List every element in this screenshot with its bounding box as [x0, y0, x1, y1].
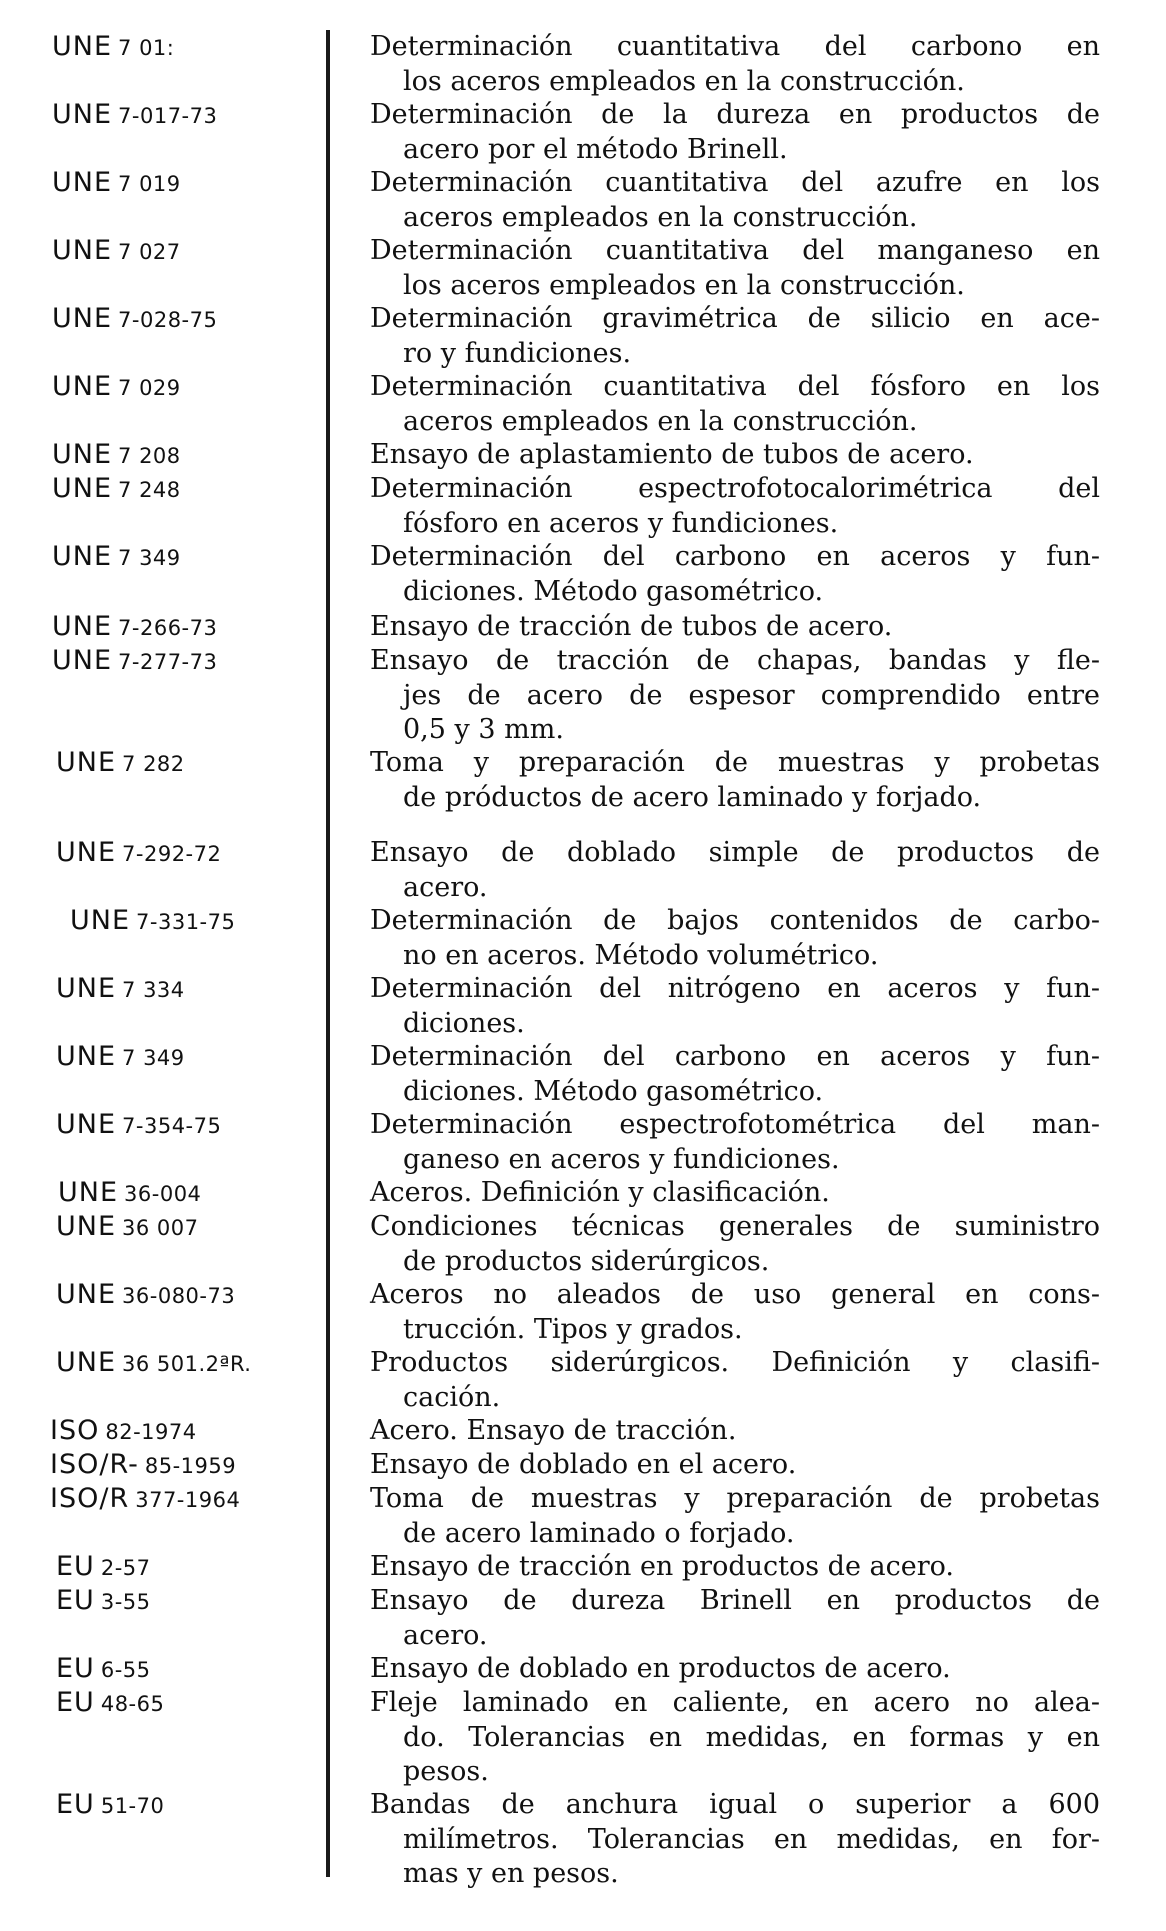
standard-code — [52, 438, 181, 473]
description-line: aceros empleados en la construcción. — [403, 201, 918, 233]
standard-number: 7-277-73 — [118, 650, 218, 674]
description-line: Fleje laminado en caliente, en acero no alea- — [370, 1687, 1100, 1718]
standard-description — [370, 1414, 1100, 1449]
standard-code — [50, 1482, 240, 1517]
description-line: Toma de muestras y preparación de probetas — [370, 1483, 1100, 1514]
standard-number: 7 01: — [118, 36, 175, 60]
standard-description — [370, 1686, 1100, 1790]
description-line: los aceros empleados en la construcción. — [403, 65, 965, 97]
description-line: de productos siderúrgicos. — [403, 1245, 770, 1277]
standard-prefix: UNE — [52, 371, 113, 402]
description-line: jes de acero de espesor comprendido entre — [403, 679, 1100, 711]
standard-description — [370, 234, 1100, 303]
standard-number: 48-65 — [100, 1692, 165, 1716]
standard-number: 7 019 — [118, 172, 181, 196]
description-line: Ensayo de tracción de chapas, bandas y fle- — [370, 645, 1100, 676]
standard-prefix: UNE — [52, 611, 113, 642]
standard-prefix: UNE — [56, 1041, 117, 1072]
standard-code — [56, 972, 185, 1007]
standard-code — [56, 1278, 235, 1313]
standard-code — [56, 1686, 164, 1721]
description-line: ganeso en aceros y fundiciones. — [403, 1143, 840, 1175]
standard-prefix: UNE — [56, 1279, 117, 1310]
standard-code — [52, 98, 217, 133]
standard-prefix: ISO/R — [50, 1483, 130, 1514]
description-line: Aceros no aleados de uso general en cons- — [370, 1279, 1100, 1310]
standard-number: 7-292-72 — [122, 842, 222, 866]
standard-prefix: EU — [56, 1585, 95, 1616]
standard-number: 7-331-75 — [136, 910, 236, 934]
description-line: Ensayo de tracción en productos de acero. — [370, 1551, 954, 1582]
standard-number: 7 349 — [118, 546, 181, 570]
standard-prefix: UNE — [52, 99, 113, 130]
standard-prefix: UNE — [58, 1177, 119, 1208]
description-line: Ensayo de doblado en el acero. — [370, 1449, 797, 1480]
description-line: diciones. Método gasométrico. — [403, 575, 824, 607]
standard-number: 6-55 — [100, 1658, 151, 1682]
standard-prefix: UNE — [52, 167, 113, 198]
standard-code — [56, 1550, 151, 1585]
standard-prefix: UNE — [52, 31, 113, 62]
description-line: cación. — [403, 1381, 501, 1413]
description-line: Aceros. Definición y clasificación. — [370, 1177, 830, 1208]
standard-description — [370, 1040, 1100, 1109]
description-line: diciones. Método gasométrico. — [403, 1075, 824, 1107]
standard-number: 85-1959 — [144, 1454, 237, 1478]
standard-code — [52, 472, 181, 507]
standard-code — [70, 904, 235, 939]
standard-code — [52, 302, 217, 337]
standard-number: 36-004 — [124, 1182, 202, 1206]
description-line: Ensayo de aplastamiento de tubos de acero. — [370, 439, 974, 470]
standard-number: 3-55 — [100, 1590, 151, 1614]
standard-prefix: UNE — [52, 473, 113, 504]
standard-prefix: UNE — [70, 905, 131, 936]
standard-code — [52, 234, 181, 269]
description-line: Determinación espectrofotocalorimétrica del — [370, 473, 1100, 504]
standard-description — [370, 904, 1100, 973]
standard-number: 7 208 — [118, 444, 181, 468]
description-line: Determinación del nitrógeno en aceros y fun- — [370, 973, 1100, 1004]
description-line: Determinación cuantitativa del azufre en los — [370, 167, 1100, 198]
description-line: Bandas de anchura igual o superior a 600 — [370, 1789, 1100, 1820]
description-line: de próductos de acero laminado y forjado. — [403, 781, 982, 813]
standard-number: 7 029 — [118, 376, 181, 400]
description-line: Ensayo de tracción de tubos de acero. — [370, 611, 893, 642]
standard-prefix: EU — [56, 1653, 95, 1684]
standard-prefix: UNE — [56, 1109, 117, 1140]
standard-description — [370, 1346, 1100, 1415]
standard-code — [52, 644, 217, 679]
description-line: Productos siderúrgicos. Definición y clasifi- — [370, 1347, 1100, 1378]
standard-description — [370, 1176, 1100, 1211]
standard-description — [370, 1210, 1100, 1279]
standard-number: 7 349 — [122, 1046, 185, 1070]
standard-code — [50, 1414, 197, 1449]
standard-description — [370, 540, 1100, 609]
standard-description — [370, 1550, 1100, 1585]
description-line: 0,5 y 3 mm. — [403, 714, 564, 745]
standard-number: 51-70 — [100, 1794, 165, 1818]
standard-description — [370, 472, 1100, 541]
standard-code — [56, 1652, 151, 1687]
standard-prefix: UNE — [52, 645, 113, 676]
standard-code — [56, 1108, 221, 1143]
description-line: Determinación cuantitativa del fósforo en los — [370, 371, 1100, 402]
standard-description — [370, 1448, 1100, 1483]
description-line: mas y en pesos. — [403, 1858, 619, 1889]
standard-description — [370, 1652, 1100, 1687]
standard-description — [370, 98, 1100, 167]
description-line: fósforo en aceros y fundiciones. — [403, 507, 839, 539]
standard-number: 7 282 — [122, 752, 185, 776]
standard-prefix: UNE — [52, 303, 113, 334]
description-line: aceros empleados en la construcción. — [403, 405, 918, 437]
standard-code — [52, 540, 181, 575]
standard-code — [56, 1346, 251, 1381]
standard-number: 7-354-75 — [122, 1114, 222, 1138]
standard-code — [56, 1210, 199, 1245]
standard-number: 7-266-73 — [118, 616, 218, 640]
standard-prefix: ISO — [50, 1415, 100, 1446]
description-line: acero. — [403, 1619, 488, 1651]
standard-description — [370, 972, 1100, 1041]
standard-prefix: UNE — [56, 1347, 117, 1378]
standard-number: 36 501.2ªR. — [122, 1352, 252, 1376]
standard-code — [52, 166, 181, 201]
standard-description — [370, 1788, 1100, 1892]
standard-code — [50, 1448, 236, 1483]
standard-prefix: UNE — [52, 235, 113, 266]
standard-prefix: UNE — [56, 1211, 117, 1242]
standard-number: 7-017-73 — [118, 104, 218, 128]
description-line: Determinación cuantitativa del carbono en — [370, 31, 1100, 62]
standard-number: 7 248 — [118, 478, 181, 502]
standard-description — [370, 166, 1100, 235]
standard-number: 377-1964 — [135, 1488, 241, 1512]
description-line: Toma y preparación de muestras y probetas — [370, 747, 1100, 778]
standard-description — [370, 30, 1100, 99]
standard-code — [56, 1040, 185, 1075]
standard-number: 7-028-75 — [118, 308, 218, 332]
standard-code — [52, 30, 174, 65]
standard-number: 2-57 — [100, 1556, 151, 1580]
standard-prefix: EU — [56, 1687, 95, 1718]
standard-prefix: EU — [56, 1551, 95, 1582]
description-line: los aceros empleados en la construcción. — [403, 269, 965, 301]
standard-code — [56, 1584, 151, 1619]
description-line: Determinación de bajos contenidos de carbo- — [370, 905, 1100, 936]
standard-number: 36-080-73 — [122, 1284, 236, 1308]
description-line: Determinación de la dureza en productos de — [370, 99, 1100, 130]
description-line: Determinación gravimétrica de silicio en ace- — [370, 303, 1100, 334]
standard-number: 7 027 — [118, 240, 181, 264]
standard-description — [370, 302, 1100, 371]
description-line: trucción. Tipos y grados. — [403, 1313, 743, 1345]
standard-description — [370, 438, 1100, 473]
standard-prefix: UNE — [52, 439, 113, 470]
description-line: Determinación espectrofotométrica del man- — [370, 1109, 1100, 1140]
standard-prefix: UNE — [56, 837, 117, 868]
description-line: Ensayo de dureza Brinell en productos de — [370, 1585, 1100, 1616]
standard-number: 82-1974 — [105, 1420, 197, 1444]
standard-description — [370, 1584, 1100, 1653]
standard-description — [370, 746, 1100, 815]
standard-prefix: EU — [56, 1789, 95, 1820]
description-line: pesos. — [403, 1756, 489, 1787]
standard-description — [370, 644, 1100, 748]
description-line: Determinación cuantitativa del manganeso en — [370, 235, 1100, 266]
standard-code — [56, 836, 221, 871]
description-line: Determinación del carbono en aceros y fun- — [370, 541, 1100, 572]
description-line: Acero. Ensayo de tracción. — [370, 1415, 737, 1446]
description-line: Determinación del carbono en aceros y fun- — [370, 1041, 1100, 1072]
standard-prefix: UNE — [52, 541, 113, 572]
standard-prefix: ISO/R- — [50, 1449, 139, 1480]
description-line: Ensayo de doblado en productos de acero. — [370, 1653, 951, 1684]
standard-description — [370, 836, 1100, 905]
description-line: acero. — [403, 871, 488, 903]
standard-number: 36 007 — [122, 1216, 199, 1240]
description-line: diciones. — [403, 1007, 525, 1039]
standard-description — [370, 370, 1100, 439]
standard-number: 7 334 — [122, 978, 185, 1002]
description-line: milímetros. Tolerancias en medidas, en for- — [403, 1823, 1100, 1855]
standard-code — [58, 1176, 201, 1211]
standard-description — [370, 1108, 1100, 1177]
description-line: ro y fundiciones. — [403, 337, 632, 369]
standard-description — [370, 1278, 1100, 1347]
description-line: do. Tolerancias en medidas, en formas y en — [403, 1721, 1100, 1753]
standard-description — [370, 610, 1100, 645]
description-line: Ensayo de doblado simple de productos de — [370, 837, 1100, 868]
description-line: acero por el método Brinell. — [403, 133, 788, 165]
description-line: no en aceros. Método volumétrico. — [403, 939, 879, 971]
standard-code — [56, 746, 185, 781]
standard-prefix: UNE — [56, 973, 117, 1004]
description-line: de acero laminado o forjado. — [403, 1517, 795, 1549]
standard-code — [52, 610, 217, 645]
standard-description — [370, 1482, 1100, 1551]
standard-prefix: UNE — [56, 747, 117, 778]
description-line: Condiciones técnicas generales de suministro — [370, 1211, 1100, 1242]
standard-code — [52, 370, 181, 405]
standard-code — [56, 1788, 164, 1823]
